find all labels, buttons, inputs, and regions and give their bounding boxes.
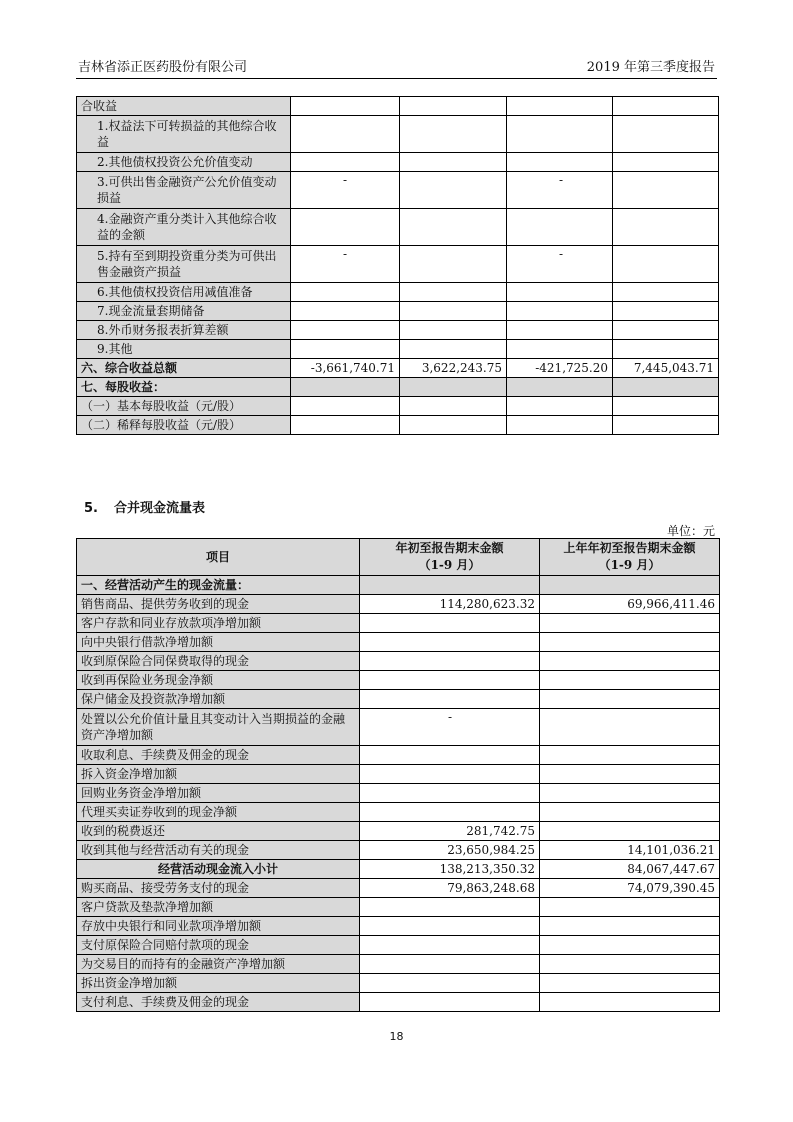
cell: [540, 709, 720, 746]
cell: [613, 97, 719, 116]
table-row: [77, 576, 720, 595]
table-row: [77, 993, 720, 1012]
table-row: [77, 246, 719, 283]
table-row: [77, 936, 720, 955]
cell: [400, 116, 507, 153]
cell: [360, 803, 540, 822]
cell: [400, 153, 507, 172]
cell: [540, 917, 720, 936]
cell: 79,863,248.68: [360, 879, 540, 898]
header-line: （1-9 月）: [418, 558, 481, 572]
cell: [613, 283, 719, 302]
cell: [613, 172, 719, 209]
row-label: 收取利息、手续费及佣金的现金: [77, 746, 360, 765]
row-label: 回购业务资金净增加额: [77, 784, 360, 803]
table-row: [77, 917, 720, 936]
table-row: [77, 784, 720, 803]
cell: [540, 784, 720, 803]
cell: [360, 898, 540, 917]
cell: [360, 784, 540, 803]
cell: 23,650,984.25: [360, 841, 540, 860]
cell: [540, 633, 720, 652]
section-title: 合并现金流量表: [114, 501, 206, 516]
row-label: 经营活动现金流入小计: [77, 860, 360, 879]
cell: [360, 765, 540, 784]
cell: [291, 340, 400, 359]
table-row: [77, 803, 720, 822]
table-row: [77, 116, 719, 153]
table-row: [77, 690, 720, 709]
row-label: 收到原保险合同保费取得的现金: [77, 652, 360, 671]
report-title: 2019 年第三季度报告: [586, 60, 715, 75]
cell: [540, 652, 720, 671]
cell: [540, 993, 720, 1012]
cell: [291, 416, 400, 435]
header-current-period: [360, 539, 540, 576]
table-row: [77, 955, 720, 974]
cell: [360, 974, 540, 993]
section-number: 5.: [84, 501, 98, 516]
table-row: [77, 671, 720, 690]
cell: [360, 671, 540, 690]
table-row: [77, 321, 719, 340]
cell: [540, 746, 720, 765]
cell: [360, 614, 540, 633]
cell: [613, 116, 719, 153]
cell: [360, 746, 540, 765]
cell: [540, 614, 720, 633]
cell: [507, 302, 613, 321]
cell: [507, 153, 613, 172]
cell: [613, 209, 719, 246]
header-prior-period: [540, 539, 720, 576]
row-label: 一、经营活动产生的现金流量：: [77, 576, 360, 595]
company-name: 吉林省添正医药股份有限公司: [78, 60, 248, 75]
cell: [613, 153, 719, 172]
cell: [540, 671, 720, 690]
row-label: 拆入资金净增加额: [77, 765, 360, 784]
cell: [291, 302, 400, 321]
cell: [360, 955, 540, 974]
table-row: [77, 378, 719, 397]
table-row: [77, 841, 720, 860]
row-label: 2.其他债权投资公允价值变动: [77, 153, 291, 172]
row-label: 支付原保险合同赔付款项的现金: [77, 936, 360, 955]
cell: [400, 340, 507, 359]
cell: [400, 172, 507, 209]
table-row: [77, 153, 719, 172]
cell: [507, 116, 613, 153]
cell: [291, 321, 400, 340]
cell: [291, 378, 400, 397]
table-row: [77, 283, 719, 302]
cell: [540, 822, 720, 841]
cell: [540, 898, 720, 917]
cell: [400, 321, 507, 340]
cell: [360, 576, 540, 595]
row-label: 9.其他: [77, 340, 291, 359]
cell: 3,622,243.75: [400, 359, 507, 378]
table-header-row: [77, 539, 720, 576]
cell: [360, 917, 540, 936]
row-label: 7.现金流量套期储备: [77, 302, 291, 321]
cell: [291, 153, 400, 172]
section-heading: [84, 497, 205, 516]
row-label: 存放中央银行和同业款项净增加额: [77, 917, 360, 936]
cell: -: [507, 246, 613, 283]
cell: [540, 974, 720, 993]
cell: [400, 97, 507, 116]
table-row: [77, 397, 719, 416]
cell: [540, 803, 720, 822]
cell: [360, 652, 540, 671]
row-label: 收到其他与经营活动有关的现金: [77, 841, 360, 860]
cell: [360, 690, 540, 709]
row-label: 处置以公允价值计量且其变动计入当期损益的金融资产净增加额: [77, 709, 360, 746]
cell: [507, 209, 613, 246]
row-label: 七、每股收益：: [77, 378, 291, 397]
cell: [540, 936, 720, 955]
row-label: 支付利息、手续费及佣金的现金: [77, 993, 360, 1012]
row-label: 保户储金及投资款净增加额: [77, 690, 360, 709]
cell: [507, 397, 613, 416]
cell: [507, 97, 613, 116]
cell: [400, 283, 507, 302]
row-label: 客户贷款及垫款净增加额: [77, 898, 360, 917]
cell: [291, 209, 400, 246]
table-row: [77, 302, 719, 321]
header-line: （1-9 月）: [598, 558, 661, 572]
cell: [400, 397, 507, 416]
cell: [540, 765, 720, 784]
cell: [400, 246, 507, 283]
cell: -: [360, 709, 540, 746]
row-label: 3.可供出售金融资产公允价值变动损益: [77, 172, 291, 209]
cell: [613, 340, 719, 359]
table-row: [77, 860, 720, 879]
cell: [540, 576, 720, 595]
table-row: [77, 652, 720, 671]
cell: -: [291, 172, 400, 209]
unit-label: 单位：元: [666, 524, 715, 538]
row-label: 销售商品、提供劳务收到的现金: [77, 595, 360, 614]
cell: [613, 246, 719, 283]
cell: [291, 283, 400, 302]
table-row: [77, 746, 720, 765]
table-row: [77, 209, 719, 246]
cell: [291, 397, 400, 416]
row-label: 为交易目的而持有的金融资产净增加额: [77, 955, 360, 974]
table-row: [77, 614, 720, 633]
table-row: [77, 595, 720, 614]
row-label: 5.持有至到期投资重分类为可供出售金融资产损益: [77, 246, 291, 283]
cell: 74,079,390.45: [540, 879, 720, 898]
cell: [291, 97, 400, 116]
cell: [613, 302, 719, 321]
cell: -: [291, 246, 400, 283]
cell: [400, 302, 507, 321]
table-row: [77, 340, 719, 359]
header-line: 年初至报告期末金额: [395, 541, 504, 555]
header-divider: [76, 78, 717, 79]
table-row: [77, 359, 719, 378]
row-label: 收到再保险业务现金净额: [77, 671, 360, 690]
row-label: 客户存款和同业存放款项净增加额: [77, 614, 360, 633]
cell: [540, 690, 720, 709]
cell: 69,966,411.46: [540, 595, 720, 614]
cell: [400, 209, 507, 246]
cell: [291, 116, 400, 153]
cell: [507, 416, 613, 435]
row-label: 6.其他债权投资信用减值准备: [77, 283, 291, 302]
header-line: 上年年初至报告期末金额: [563, 541, 696, 555]
cell: [400, 378, 507, 397]
page-number: 18: [389, 1030, 404, 1043]
cell: [507, 283, 613, 302]
table-row: [77, 416, 719, 435]
cell: [360, 936, 540, 955]
cell: [507, 378, 613, 397]
row-label: 1.权益法下可转损益的其他综合收益: [77, 116, 291, 153]
row-label: 合收益: [77, 97, 291, 116]
cell: [613, 416, 719, 435]
cell: 281,742.75: [360, 822, 540, 841]
cell: [360, 993, 540, 1012]
row-label: 六、综合收益总额: [77, 359, 291, 378]
row-label: （二）稀释每股收益（元/股）: [77, 416, 291, 435]
cell: 7,445,043.71: [613, 359, 719, 378]
cell: 84,067,447.67: [540, 860, 720, 879]
table-row: [77, 765, 720, 784]
row-label: （一）基本每股收益（元/股）: [77, 397, 291, 416]
cell: [613, 321, 719, 340]
cell: 114,280,623.32: [360, 595, 540, 614]
cell: [400, 416, 507, 435]
cell: 138,213,350.32: [360, 860, 540, 879]
cell: [540, 955, 720, 974]
row-label: 向中央银行借款净增加额: [77, 633, 360, 652]
cash-flow-table: [76, 538, 720, 1012]
cell: -421,725.20: [507, 359, 613, 378]
cell: [507, 321, 613, 340]
row-label: 收到的税费返还: [77, 822, 360, 841]
cell: [360, 633, 540, 652]
table-row: [77, 172, 719, 209]
cell: -: [507, 172, 613, 209]
cell: [613, 378, 719, 397]
row-label: 拆出资金净增加额: [77, 974, 360, 993]
row-label: 购买商品、接受劳务支付的现金: [77, 879, 360, 898]
cell: [507, 340, 613, 359]
table-row: [77, 709, 720, 746]
header-item: 项目: [77, 539, 360, 576]
row-label: 4.金融资产重分类计入其他综合收益的金额: [77, 209, 291, 246]
cell: 14,101,036.21: [540, 841, 720, 860]
cell: [613, 397, 719, 416]
cell: -3,661,740.71: [291, 359, 400, 378]
comprehensive-income-table: [76, 96, 719, 435]
table-row: [77, 633, 720, 652]
table-row: [77, 97, 719, 116]
table-row: [77, 898, 720, 917]
table-row: [77, 822, 720, 841]
row-label: 8.外币财务报表折算差额: [77, 321, 291, 340]
table-row: [77, 974, 720, 993]
row-label: 代理买卖证券收到的现金净额: [77, 803, 360, 822]
table-row: [77, 879, 720, 898]
